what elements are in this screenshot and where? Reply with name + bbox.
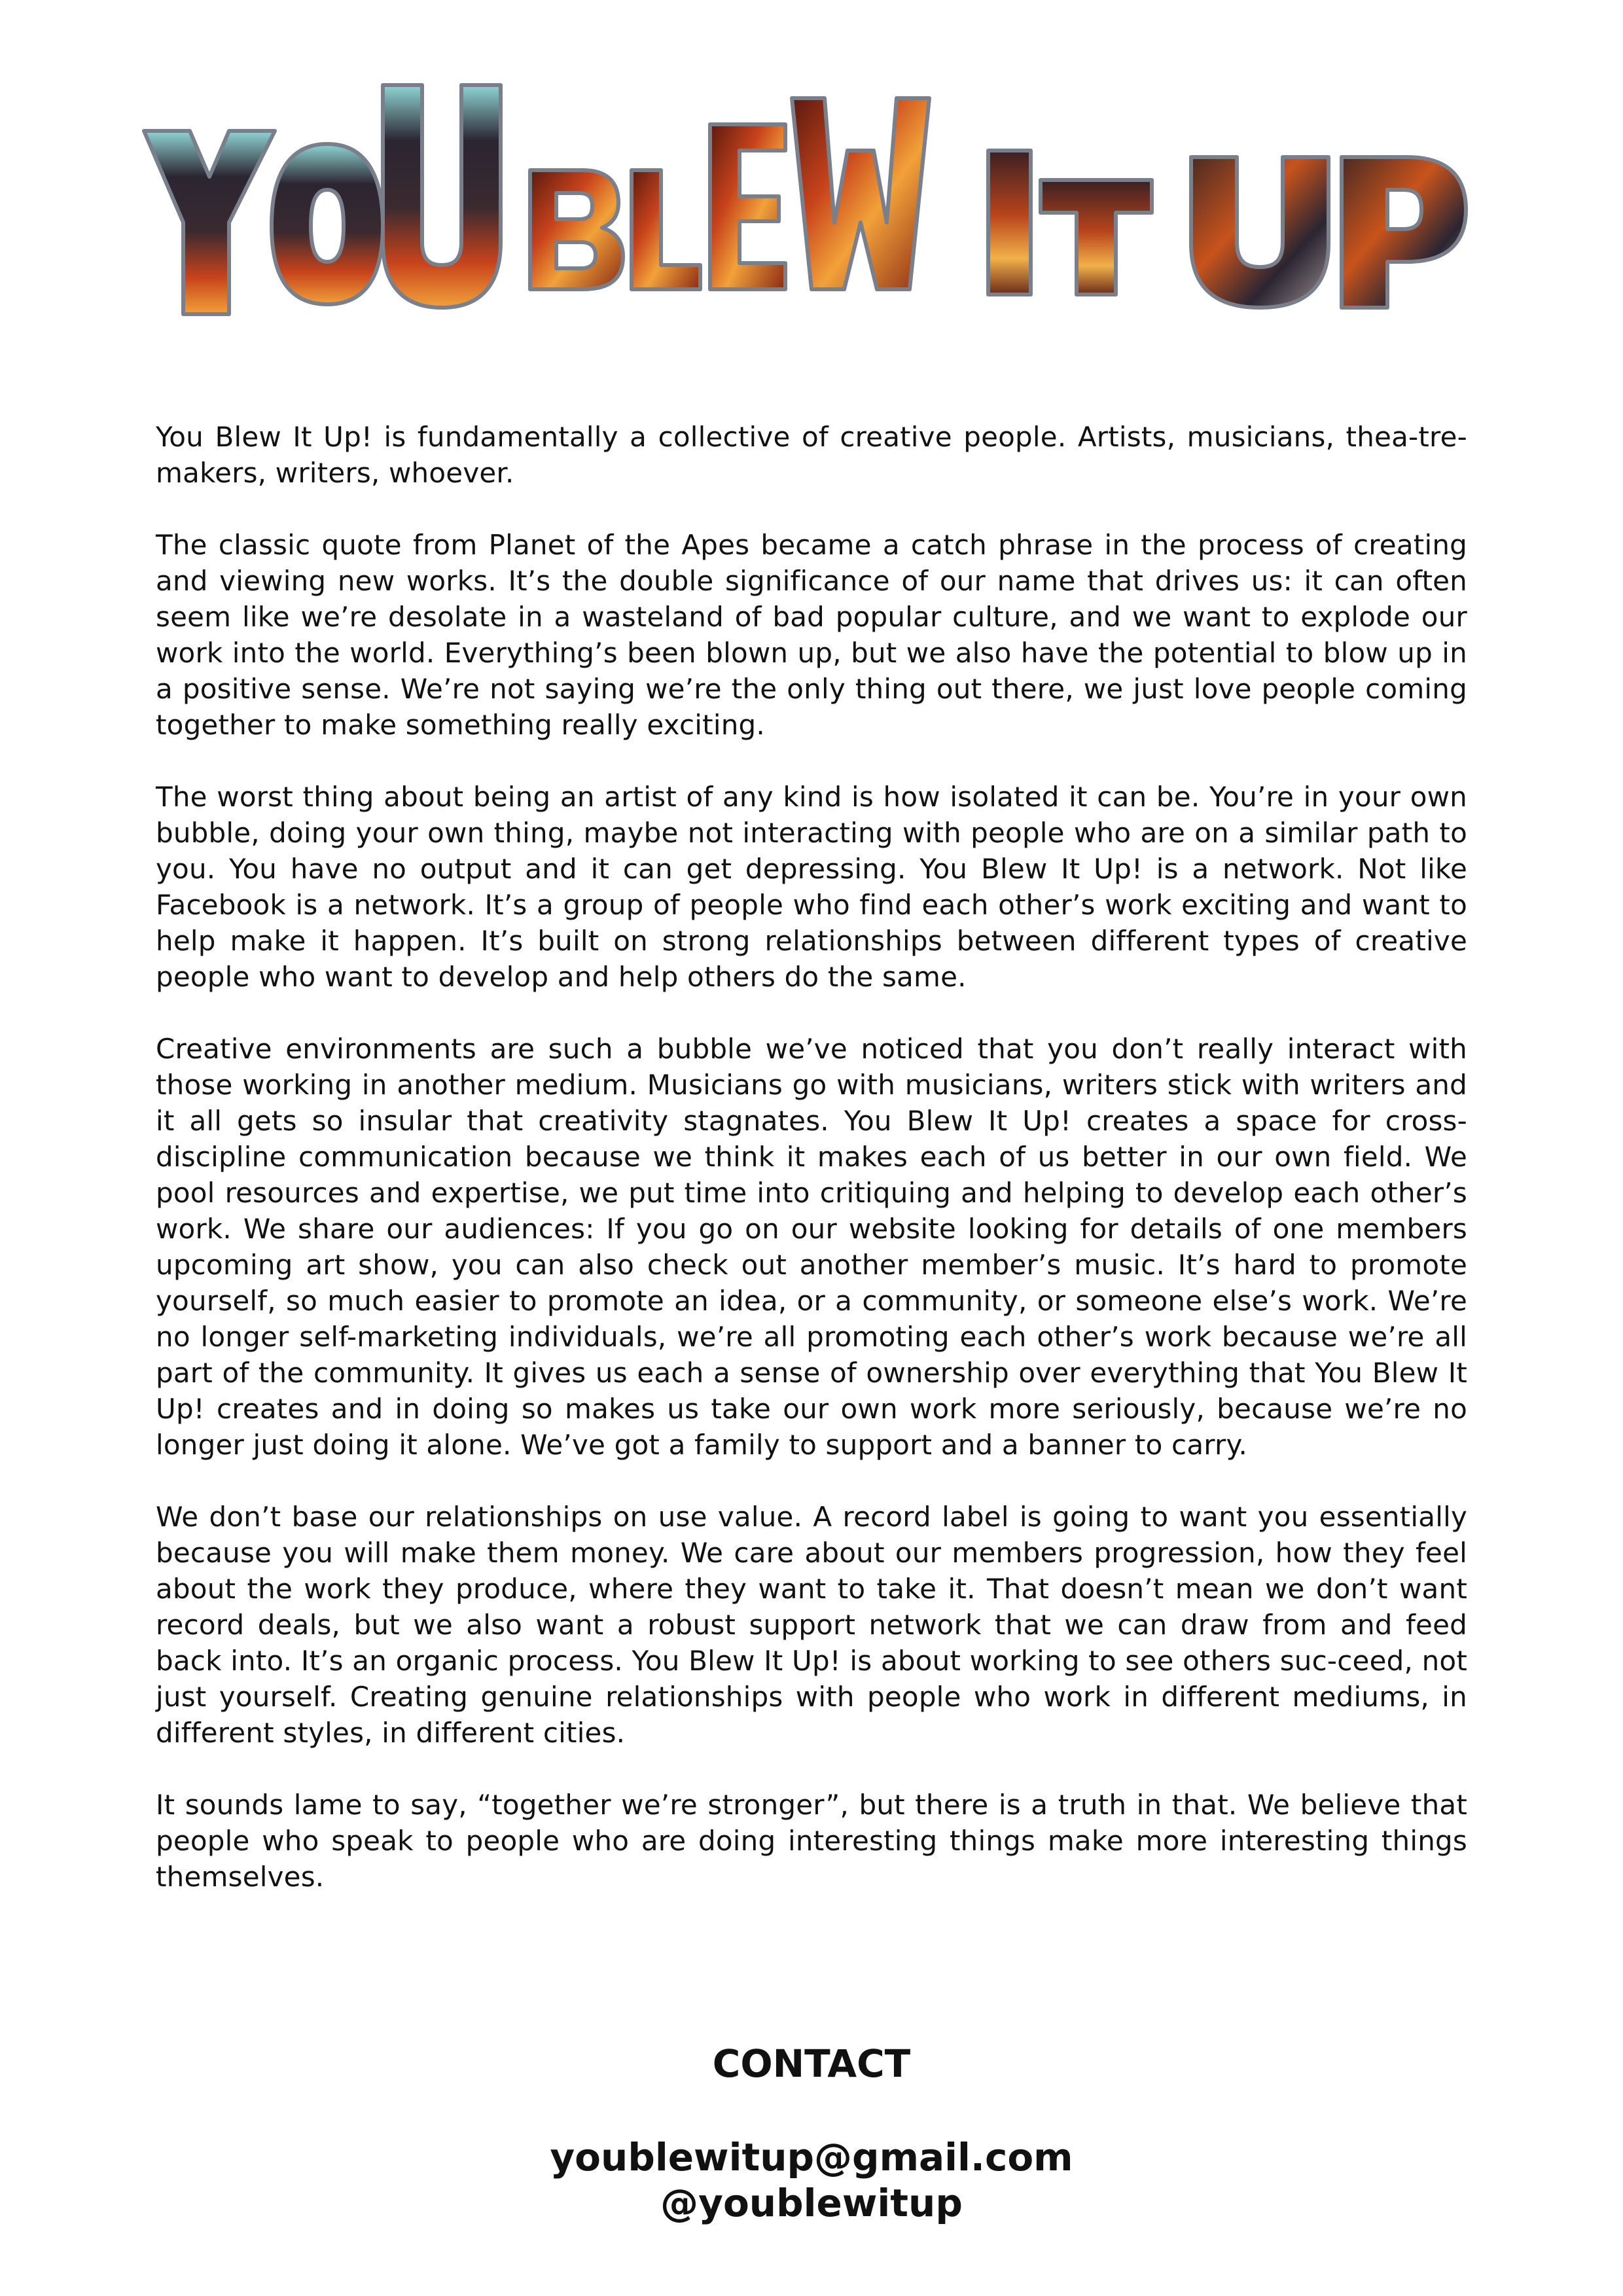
contact-email[interactable]: youblewitup@gmail.com [550, 2135, 1073, 2179]
logo-word-up [1191, 157, 1466, 308]
logo-word-you [144, 85, 501, 314]
logo-graphic [131, 72, 1492, 334]
body-text [156, 419, 1467, 1931]
paragraph-cross-discipline: Creative environments are such a bubble we’ve noticed that you don’t really interact with those working in another medium. Musicians go with musicians, writers stick with writers and it all gets so insular that creativity stagnates. You Blew It Up! creates a space for cross-discipline communication because we think it makes each of us better in our own field. We pool resources and expertise, we put time into critiquing and helping to develop each other’s work. We share our audiences: If you go on our website looking for details of one members upcoming art show, you can also check out another member’s music. It’s hard to promote yourself, so much easier to promote an idea, or a community, or someone else’s work. We’re no longer self-marketing individuals, we’re all promoting each other’s work because we’re all part of the community. It gives us each a sense of ownership over everything that You Blew It Up! creates and in doing so makes us take our own work more seriously, because we’re no longer just doing it alone. We’ve got a family to support and a banner to carry. [156, 1033, 1467, 1461]
paragraph-relationships: We don’t base our relationships on use value. A record label is going to want you essentially because you will make them money. We care about our members progression, how they feel about the work they produce, where they want to take it. That doesn’t mean we don’t want record deals, but we also want a robust support network that we can draw from and feed back into. It’s an organic process. You Blew It Up! is about working to see others suc-ceed, not just yourself. Creating genuine relationships with people who work in different mediums, in different styles, in different cities. [156, 1501, 1467, 1749]
masthead-logo [131, 72, 1492, 334]
paragraph-name-origin: The classic quote from Planet of the Apes became a catch phrase in the process of creating and viewing new works. It’s the double significance of our name that drives us: it can often seem like we’re desolate in a wasteland of bad popular culture, and we want to explode our work into the world. Everything’s been blown up, but we also have the potential to blow up in a positive sense. We’re not saying we’re the only thing out there, we just love people coming together to make something really exciting. [156, 529, 1467, 741]
contact-handle[interactable]: @youblewitup [660, 2181, 963, 2225]
logo-word-it [988, 151, 1152, 295]
paragraph-intro: You Blew It Up! is fundamentally a collective of creative people. Artists, musicians, thea-tre-makers, writers, whoever. [156, 421, 1467, 489]
logo-word-blew [530, 98, 929, 289]
paragraph-isolation: The worst thing about being an artist of any kind is how isolated it can be. You’re in your own bubble, doing your own thing, maybe not interacting with people who are on a similar path to you. You have no output and it can get depressing. You Blew It Up! is a network. Not like Facebook is a network. It’s a group of people who find each other’s work exciting and want to help make it happen. It’s built on strong relationships between different types of creative people who want to develop and help others do the same. [156, 781, 1467, 993]
paragraph-together: It sounds lame to say, “together we’re stronger”, but there is a truth in that. We believe that people who speak to people who are doing interesting things make more interesting things themselves. [156, 1789, 1467, 1893]
contact-heading: CONTACT [712, 2041, 911, 2086]
